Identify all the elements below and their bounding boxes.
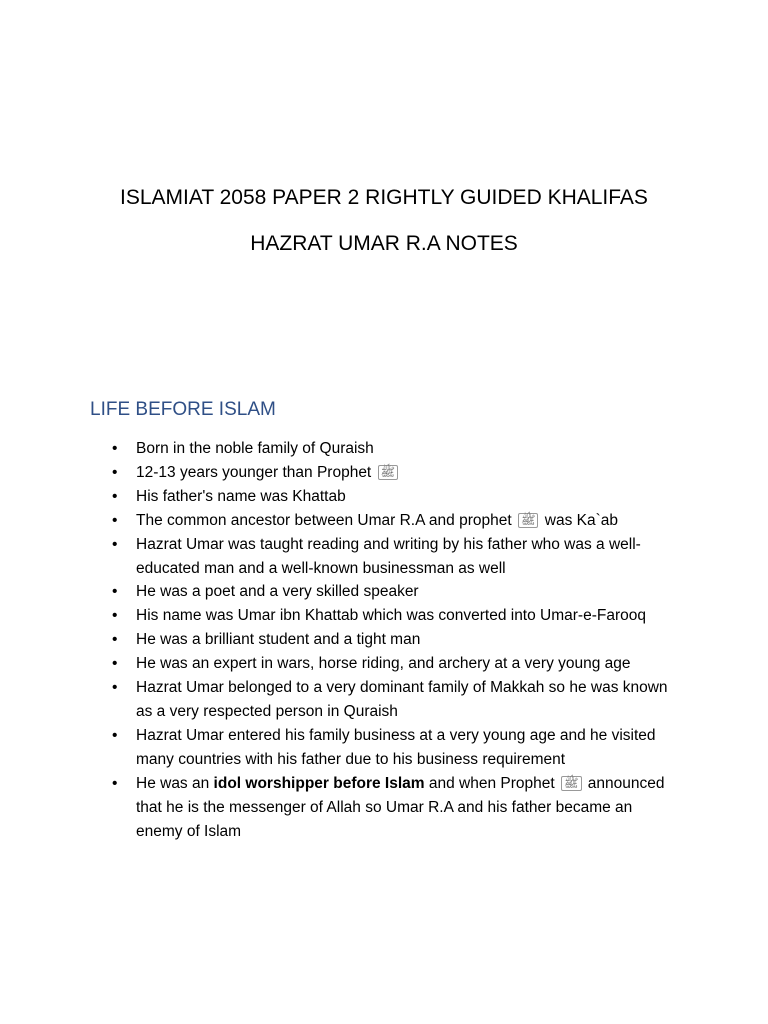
bullet-icon <box>112 772 126 796</box>
list-item <box>112 461 682 485</box>
list-item-text: 12-13 years younger than Prophet <box>136 463 376 481</box>
bullet-list <box>112 437 682 843</box>
bullet-icon <box>112 652 126 676</box>
bullet-icon <box>112 533 126 557</box>
list-item-text: He was a brilliant student and a tight man <box>136 631 421 649</box>
document-title: ISLAMIAT 2058 PAPER 2 RIGHTLY GUIDED KHALIFAS <box>120 186 648 209</box>
list-item-text: Born in the noble family of Quraish <box>136 440 374 457</box>
list-item-text: He was an <box>136 774 214 792</box>
document-subtitle: HAZRAT UMAR R.A NOTES <box>250 232 518 255</box>
list-item-text: The common ancestor between Umar R.A and prophet <box>136 511 516 529</box>
list-item <box>112 580 682 604</box>
honorific-icon: ﷺ <box>378 465 399 480</box>
list-item-text: His name was Umar ibn Khattab which was converted into Umar-e-Farooq <box>136 607 646 625</box>
list-item-text: He was a poet and a very skilled speaker <box>136 583 419 601</box>
list-item <box>112 485 682 509</box>
section-heading: LIFE BEFORE ISLAM <box>90 399 276 420</box>
bullet-icon <box>112 628 126 652</box>
bullet-icon <box>112 724 126 748</box>
bullet-icon <box>112 509 126 533</box>
bullet-icon <box>112 437 126 461</box>
honorific-icon: ﷺ <box>518 513 539 528</box>
list-item-text: His father's name was Khattab <box>136 487 346 505</box>
list-item <box>112 533 682 581</box>
list-item-text: was Ka`ab <box>540 511 618 529</box>
list-item-text: He was an expert in wars, horse riding, and archery at a very young age <box>136 655 631 673</box>
list-item <box>112 437 682 461</box>
list-item-text: announced that he is the messenger of Allah so Umar R.A and his father became an enemy of Islam <box>136 774 665 840</box>
bullet-icon <box>112 676 126 700</box>
bullet-icon <box>112 485 126 509</box>
list-item-text: Hazrat Umar was taught reading and writing by his father who was a well-educated man and a well-known businessman as well <box>136 535 641 577</box>
list-item <box>112 628 682 652</box>
list-item <box>112 724 682 772</box>
bullet-icon <box>112 461 126 485</box>
list-item-text: Hazrat Umar entered his family business at a very young age and he visited many countries with his father due to his business requirement <box>136 726 656 768</box>
list-item-text: and when Prophet <box>424 774 559 792</box>
honorific-icon: ﷺ <box>561 776 582 791</box>
list-item <box>112 652 682 676</box>
list-item <box>112 676 682 724</box>
bullet-icon <box>112 604 126 628</box>
list-item <box>112 509 682 533</box>
list-item <box>112 772 682 844</box>
list-item-text: Hazrat Umar belonged to a very dominant family of Makkah so he was known as a very respected person in Quraish <box>136 679 668 720</box>
emphasis-text: idol worshipper before Islam <box>213 774 425 792</box>
list-item <box>112 604 682 628</box>
bullet-icon <box>112 580 126 604</box>
